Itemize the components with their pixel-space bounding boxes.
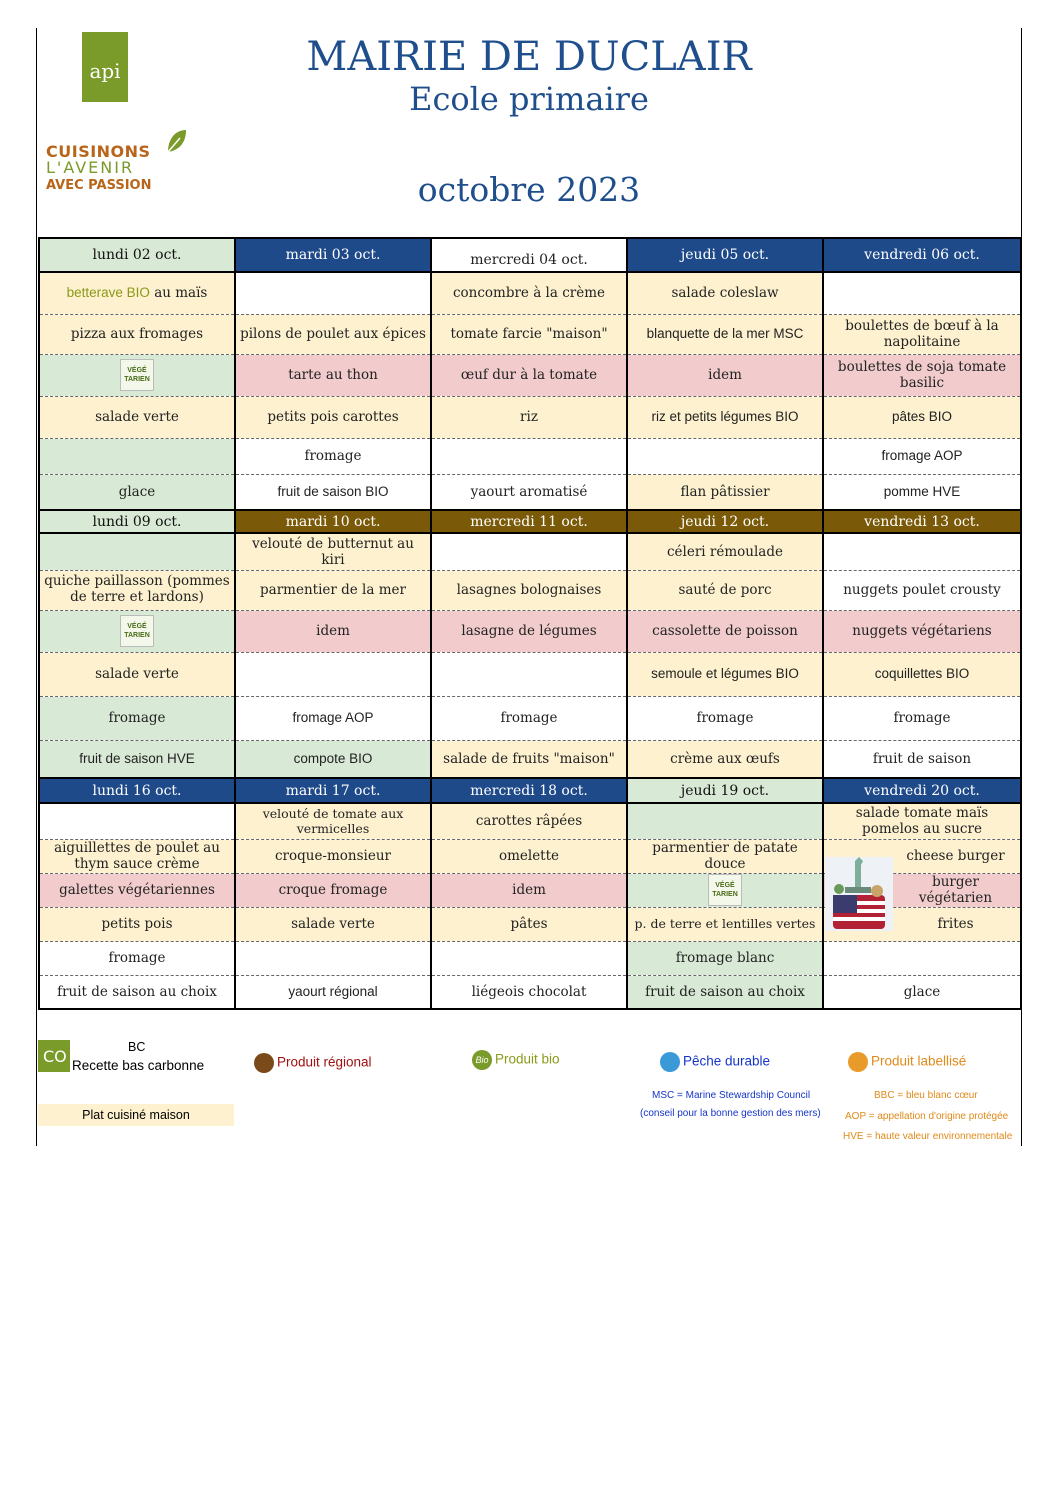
day-header: vendredi 06 oct. bbox=[823, 238, 1021, 272]
legend-regional-label: Produit régional bbox=[277, 1054, 372, 1070]
menu-cell: crème aux œufs bbox=[627, 740, 823, 778]
menu-cell bbox=[431, 438, 627, 474]
menu-cell bbox=[627, 873, 823, 907]
menu-cell: riz bbox=[431, 396, 627, 438]
menu-cell bbox=[235, 652, 431, 696]
menu-cell: compote BIO bbox=[235, 740, 431, 778]
menu-cell bbox=[627, 803, 823, 839]
menu-cell: fromage bbox=[235, 438, 431, 474]
page-title: MAIRIE DE DUCLAIR bbox=[306, 34, 752, 80]
page-subtitle: Ecole primaire bbox=[409, 80, 649, 118]
week1-header-row bbox=[39, 238, 1021, 272]
week1-starter-row bbox=[39, 272, 1021, 314]
bio-icon: Bio bbox=[472, 1050, 492, 1070]
menu-cell: galettes végétariennes bbox=[39, 873, 235, 907]
menu-cell: idem bbox=[235, 610, 431, 652]
menu-cell: frites bbox=[823, 907, 1021, 941]
menu-cell: yaourt aromatisé bbox=[431, 474, 627, 510]
menu-cell: petits pois bbox=[39, 907, 235, 941]
menu-cell: pilons de poulet aux épices bbox=[235, 314, 431, 354]
week2-cheese-row bbox=[39, 696, 1021, 740]
menu-cell bbox=[627, 438, 823, 474]
week2-dessert-row bbox=[39, 740, 1021, 778]
legend-hve: HVE = haute valeur environnementale bbox=[843, 1131, 1013, 1142]
menu-item: au maïs bbox=[154, 285, 208, 302]
menu-cell bbox=[823, 272, 1021, 314]
menu-cell: salade tomate maïs pomelos au sucre bbox=[823, 803, 1021, 839]
leaf-icon bbox=[166, 128, 188, 154]
menu-cell: pâtes bbox=[431, 907, 627, 941]
menu-cell: fromage bbox=[39, 696, 235, 740]
menu-cell: pomme HVE bbox=[823, 474, 1021, 510]
legend-bio-label: Produit bio bbox=[495, 1051, 560, 1067]
menu-cell: céleri rémoulade bbox=[627, 533, 823, 570]
menu-cell: fruit de saison au choix bbox=[39, 975, 235, 1009]
menu-cell bbox=[823, 941, 1021, 975]
logo-line-passion: AVEC PASSION bbox=[46, 178, 152, 193]
bio-item: betterave BIO bbox=[66, 285, 150, 301]
legend-bbc: BBC = bleu blanc cœur bbox=[874, 1090, 978, 1101]
week1-side-row bbox=[39, 396, 1021, 438]
legend-regional bbox=[254, 1053, 372, 1073]
week2-side-row bbox=[39, 652, 1021, 696]
legend-maison: Plat cuisiné maison bbox=[38, 1104, 234, 1126]
menu-cell: salade verte bbox=[39, 652, 235, 696]
week1-vege-row bbox=[39, 354, 1021, 396]
menu-cell: yaourt régional bbox=[235, 975, 431, 1009]
menu-cell: fromage bbox=[627, 696, 823, 740]
menu-cell: fromage bbox=[823, 696, 1021, 740]
week2-starter-row bbox=[39, 533, 1021, 570]
week3-header-row bbox=[39, 778, 1021, 803]
legend-bio bbox=[472, 1050, 560, 1070]
week3-dessert-row bbox=[39, 975, 1021, 1009]
menu-cell: riz et petits légumes BIO bbox=[627, 396, 823, 438]
day-header: jeudi 12 oct. bbox=[627, 510, 823, 533]
usa-theme-image bbox=[825, 857, 893, 931]
menu-cell: lasagnes bolognaises bbox=[431, 570, 627, 610]
legend-bc-code: BC bbox=[128, 1040, 146, 1054]
menu-cell bbox=[39, 438, 235, 474]
label-medal-icon bbox=[848, 1052, 868, 1072]
day-header: mercredi 18 oct. bbox=[431, 778, 627, 803]
day-header: mercredi 11 oct. bbox=[431, 510, 627, 533]
menu-cell: concombre à la crème bbox=[431, 272, 627, 314]
menu-cell bbox=[823, 533, 1021, 570]
week2-header-row bbox=[39, 510, 1021, 533]
menu-cell: salade de fruits "maison" bbox=[431, 740, 627, 778]
menu-cell: flan pâtissier bbox=[627, 474, 823, 510]
low-carbon-icon bbox=[38, 1040, 70, 1072]
menu-cell: coquillettes BIO bbox=[823, 652, 1021, 696]
menu-cell: fromage bbox=[431, 696, 627, 740]
menu-cell: tarte au thon bbox=[235, 354, 431, 396]
day-header: mardi 03 oct. bbox=[235, 238, 431, 272]
menu-cell: nuggets poulet crousty bbox=[823, 570, 1021, 610]
menu-cell: fruit de saison bbox=[823, 740, 1021, 778]
week1-main-row bbox=[39, 314, 1021, 354]
legend-aop: AOP = appellation d'origine protégée bbox=[845, 1111, 1009, 1122]
menu-cell: croque fromage bbox=[235, 873, 431, 907]
menu-cell bbox=[39, 570, 235, 610]
legend-label-label: Produit labellisé bbox=[871, 1053, 967, 1069]
legend-peche-label: Pêche durable bbox=[683, 1053, 771, 1069]
menu-cell: semoule et légumes BIO bbox=[627, 652, 823, 696]
menu-cell: croque-monsieur bbox=[235, 839, 431, 873]
quiche-item: quiche paillasson (pommes de terre et lardons) bbox=[44, 573, 230, 605]
menu-cell: velouté de tomate aux vermicelles bbox=[235, 803, 431, 839]
logo-line-cuisinons: CUISINONS bbox=[46, 142, 151, 161]
menu-cell: pizza aux fromages bbox=[39, 314, 235, 354]
menu-cell bbox=[39, 610, 235, 652]
menu-cell: lasagne de légumes bbox=[431, 610, 627, 652]
menu-cell: nuggets végétariens bbox=[823, 610, 1021, 652]
legend-bc-label: Recette bas carbonne bbox=[72, 1058, 205, 1073]
api-logo-box: api bbox=[82, 32, 128, 102]
menu-cell: salade verte bbox=[39, 396, 235, 438]
menu-cell: pâtes BIO bbox=[823, 396, 1021, 438]
day-header: vendredi 13 oct. bbox=[823, 510, 1021, 533]
menu-cell: carottes râpées bbox=[431, 803, 627, 839]
menu-cell: glace bbox=[823, 975, 1021, 1009]
regional-icon bbox=[254, 1053, 274, 1073]
week2-main-row bbox=[39, 570, 1021, 610]
menu-cell bbox=[39, 272, 235, 314]
week1-cheese-row bbox=[39, 438, 1021, 474]
day-header: mardi 10 oct. bbox=[235, 510, 431, 533]
menu-cell bbox=[39, 354, 235, 396]
menu-cell bbox=[431, 533, 627, 570]
menu-cell: blanquette de la mer MSC bbox=[627, 314, 823, 354]
menu-cell: burger végétarien bbox=[823, 873, 1021, 907]
menu-cell: cassolette de poisson bbox=[627, 610, 823, 652]
svg-text:CO: CO bbox=[43, 1047, 67, 1066]
vegetarian-icon: VÉGÉ TARIEN bbox=[120, 359, 154, 391]
day-header: mercredi 04 oct. bbox=[431, 238, 627, 272]
menu-cell bbox=[235, 941, 431, 975]
vegetarian-icon: VÉGÉ TARIEN bbox=[120, 615, 154, 647]
menu-cell: fruit de saison au choix bbox=[627, 975, 823, 1009]
menu-cell: velouté de butternut au kiri bbox=[235, 533, 431, 570]
day-header: jeudi 19 oct. bbox=[627, 778, 823, 803]
fish-icon bbox=[660, 1052, 680, 1072]
menu-cell: fromage bbox=[39, 941, 235, 975]
day-header: vendredi 20 oct. bbox=[823, 778, 1021, 803]
menu-cell: liégeois chocolat bbox=[431, 975, 627, 1009]
day-header: mardi 17 oct. bbox=[235, 778, 431, 803]
menu-cell: parmentier de la mer bbox=[235, 570, 431, 610]
menu-cell: aiguillettes de poulet au thym sauce crème bbox=[39, 839, 235, 873]
menu-cell: glace bbox=[39, 474, 235, 510]
menu-cell: idem bbox=[431, 873, 627, 907]
week3-starter-row bbox=[39, 803, 1021, 839]
menu-cell: salade coleslaw bbox=[627, 272, 823, 314]
menu-cell: petits pois carottes bbox=[235, 396, 431, 438]
vegetarian-icon: VÉGÉ TARIEN bbox=[708, 874, 742, 906]
menu-cell: sauté de porc bbox=[627, 570, 823, 610]
menu-cell: boulettes de bœuf à la napolitaine bbox=[823, 314, 1021, 354]
menu-cell: fruit de saison BIO bbox=[235, 474, 431, 510]
menu-cell bbox=[39, 533, 235, 570]
month-label: octobre 2023 bbox=[417, 170, 641, 209]
menu-cell bbox=[235, 272, 431, 314]
menu-cell: parmentier de patate douce bbox=[627, 839, 823, 873]
week2-vege-row bbox=[39, 610, 1021, 652]
day-header: lundi 09 oct. bbox=[39, 510, 235, 533]
menu-cell: boulettes de soja tomate basilic bbox=[823, 354, 1021, 396]
legend-label bbox=[848, 1052, 966, 1072]
menu-cell: fruit de saison HVE bbox=[39, 740, 235, 778]
menu-cell: idem bbox=[627, 354, 823, 396]
menu-cell bbox=[431, 941, 627, 975]
menu-cell: tomate farcie "maison" bbox=[431, 314, 627, 354]
legend-msc2: (conseil pour la bonne gestion des mers) bbox=[640, 1108, 821, 1119]
legend-msc1: MSC = Marine Stewardship Council bbox=[652, 1090, 811, 1101]
day-header: jeudi 05 oct. bbox=[627, 238, 823, 272]
week1-dessert-row bbox=[39, 474, 1021, 510]
menu-cell: fromage AOP bbox=[823, 438, 1021, 474]
menu-cell bbox=[431, 652, 627, 696]
legend-peche bbox=[660, 1052, 770, 1072]
menu-cell: salade verte bbox=[235, 907, 431, 941]
menu-cell bbox=[39, 803, 235, 839]
menu-cell: fromage blanc bbox=[627, 941, 823, 975]
menu-cell: fromage AOP bbox=[235, 696, 431, 740]
menu-cell: omelette bbox=[431, 839, 627, 873]
week3-cheese-row bbox=[39, 941, 1021, 975]
day-header: lundi 16 oct. bbox=[39, 778, 235, 803]
menu-cell: œuf dur à la tomate bbox=[431, 354, 627, 396]
day-header: lundi 02 oct. bbox=[39, 238, 235, 272]
menu-cell: p. de terre et lentilles vertes bbox=[627, 907, 823, 941]
logo-line-avenir: L'AVENIR bbox=[46, 158, 135, 177]
menu-cell: cheese burger bbox=[823, 839, 1021, 873]
